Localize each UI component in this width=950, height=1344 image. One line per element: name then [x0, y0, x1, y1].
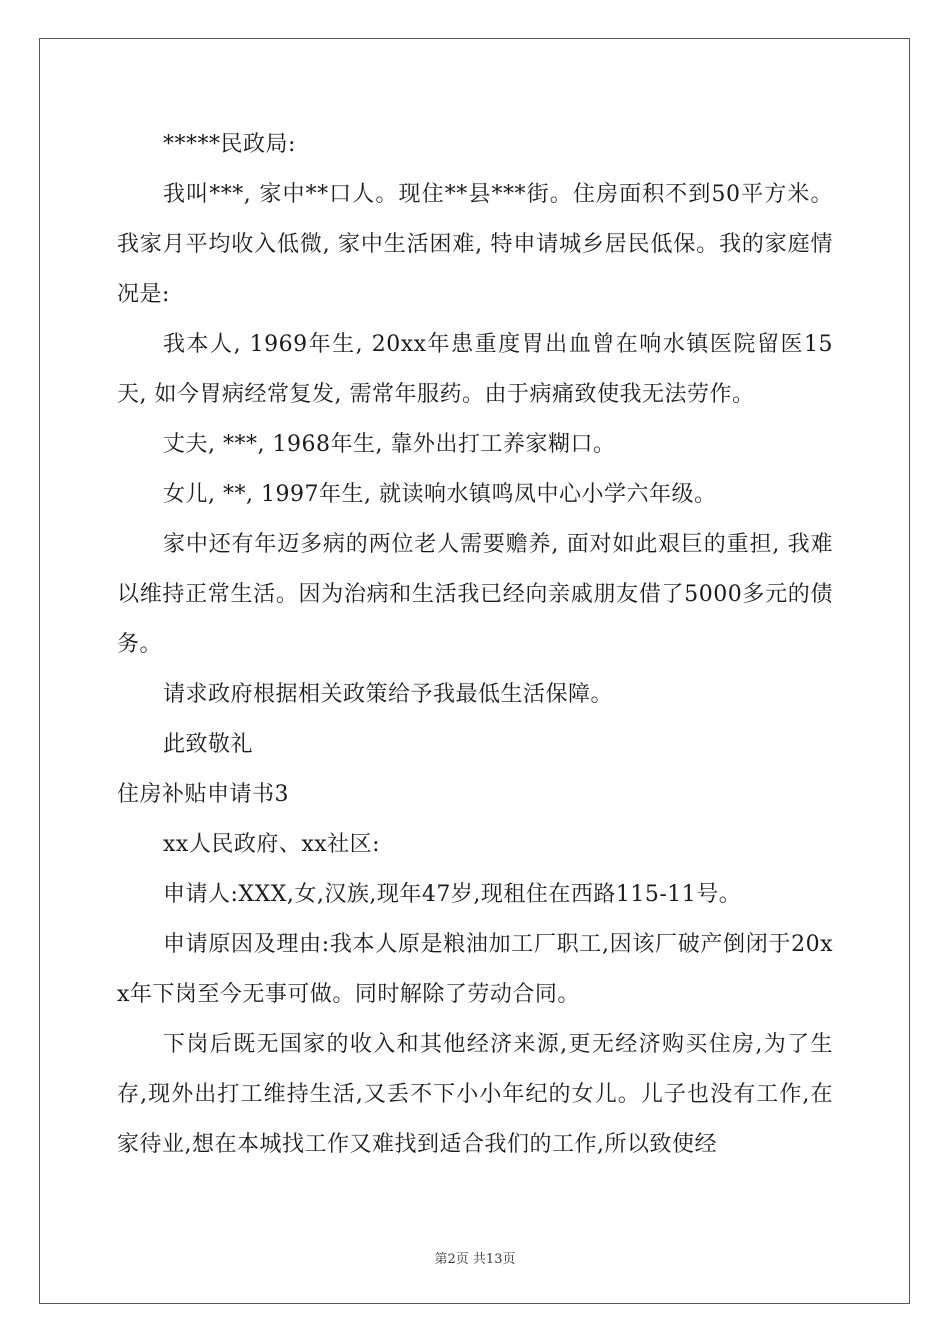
- paragraph-self: 我本人, 1969年生, 20xx年患重度胃出血曾在响水镇医院留医15天, 如今胃病经常复发, 需常年服药。由于病痛致使我无法劳作。: [117, 332, 833, 407]
- paragraph-addressee: xx人民政府、xx社区:: [163, 832, 381, 857]
- paragraph-applicant: 申请人:XXX,女,汉族,现年47岁,现租住在西路115-11号。: [163, 882, 742, 907]
- page-footer: 第2页 共13页: [434, 1252, 516, 1267]
- document-body: [117, 120, 833, 1170]
- paragraph-situation: 下岗后既无国家的收入和其他经济来源,更无经济购买住房,为了生存,现外出打工维持生活,又丢不下小小年纪的女儿。儿子也没有工作,在家待业,想在本城找工作又难找到适合我们的工作,所以致使经: [117, 1032, 833, 1157]
- paragraph-intro: 我叫***, 家中**口人。现住**县***街。住房面积不到50平方米。我家月平均收入低微, 家中生活困难, 特申请城乡居民低保。我的家庭情况是:: [117, 182, 833, 307]
- paragraph-salutation: *****民政局:: [163, 132, 296, 157]
- paragraph-closing: 此致敬礼: [163, 732, 254, 757]
- paragraph-daughter: 女儿, **, 1997年生, 就读响水镇鸣凤中心小学六年级。: [163, 482, 717, 507]
- paragraph-request: 请求政府根据相关政策给予我最低生活保障。: [163, 682, 614, 707]
- paragraph-husband: 丈夫, ***, 1968年生, 靠外出打工养家糊口。: [163, 432, 616, 457]
- paragraph-elders: 家中还有年迈多病的两位老人需要赡养, 面对如此艰巨的重担, 我难以维持正常生活。因为治病和生活我已经向亲戚朋友借了5000多元的债务。: [117, 532, 833, 657]
- paragraph-reason: 申请原因及理由:我本人原是粮油加工厂职工,因该厂破产倒闭于20xx年下岗至今无事可做。同时解除了劳动合同。: [117, 932, 833, 1007]
- section-heading: 住房补贴申请书3: [117, 782, 289, 807]
